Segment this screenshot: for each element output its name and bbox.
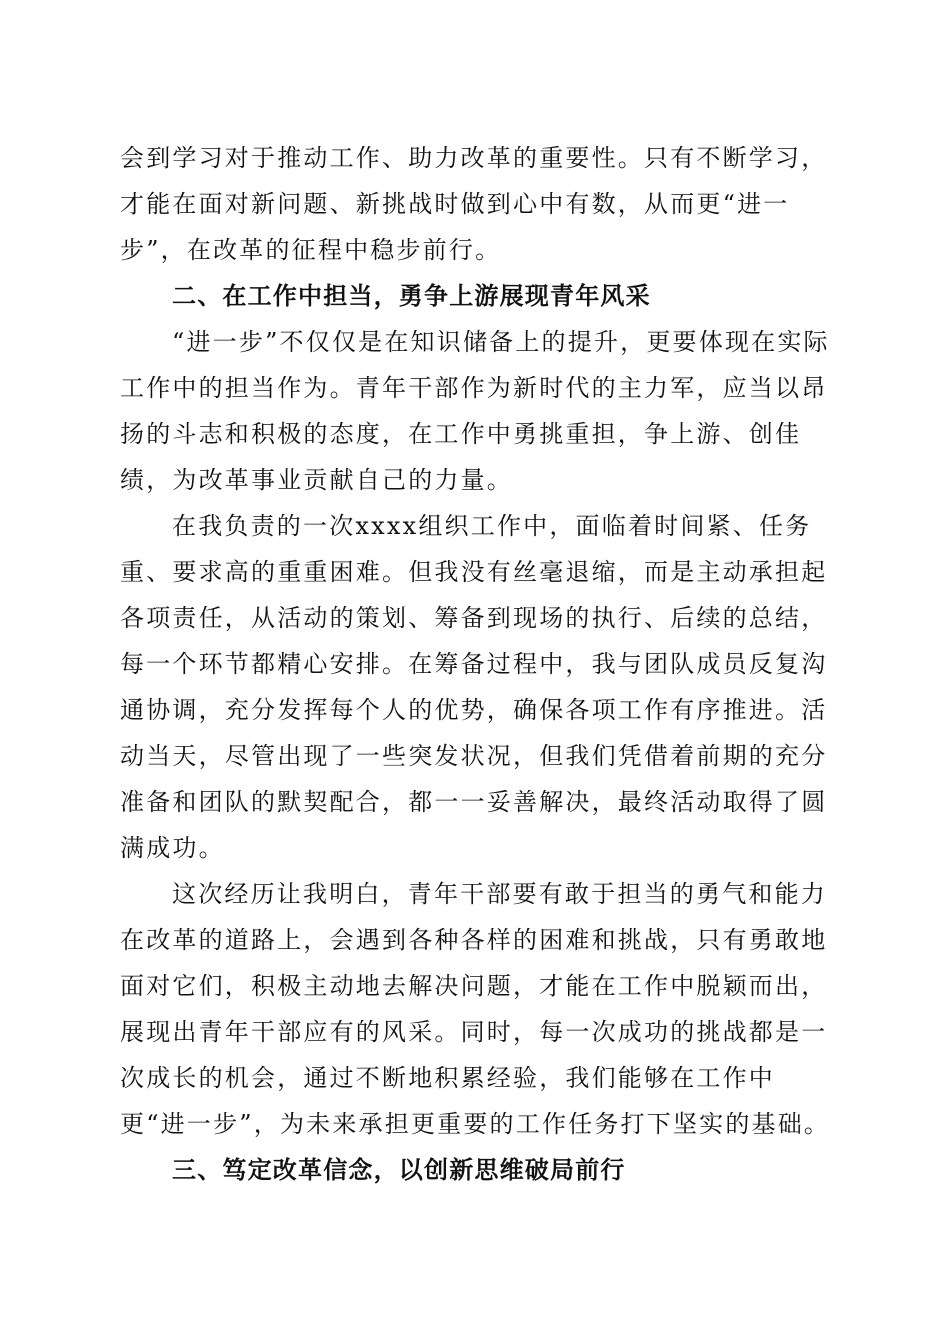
section-2-paragraph-2: 在我负责的一次xxxx组织工作中，面临着时间紧、任务重、要求高的重重困难。但我没有丝毫退缩，而是主动承担起各项责任，从活动的策划、筹备到现场的执行、后续的总结，每一个环节都精心安排。在筹备过程中，我与团队成员反复沟通协调，充分发挥每个人的优势，确保各项工作有序推进。活动当天，尽管出现了一些突发状况，但我们凭借着前期的充分准备和团队的默契配合，都一一妥善解决，最终活动取得了圆满成功。 <box>120 512 828 862</box>
section-2-heading: 二、在工作中担当，勇争上游展现青年风采 <box>172 282 651 310</box>
section-2-paragraph-1: “进一步”不仅仅是在知识储备上的提升，更要体现在实际工作中的担当作为。青年干部作为新时代的主力军，应当以昂扬的斗志和积极的态度，在工作中勇挑重担，争上游、创佳绩，为改革事业贡献自己的力量。 <box>120 328 830 494</box>
continuation-paragraph: 会到学习对于推动工作、助力改革的重要性。只有不断学习，才能在面对新问题、新挑战时做到心中有数，从而更“进一步”，在改革的征程中稳步前行。 <box>120 144 828 264</box>
section-2-paragraph-3: 这次经历让我明白，青年干部要有敢于担当的勇气和能力在改革的道路上，会遇到各种各样的困难和挑战，只有勇敢地面对它们，积极主动地去解决问题，才能在工作中脱颖而出，展现出青年干部应有的风采。同时，每一次成功的挑战都是一次成长的机会，通过不断地积累经验，我们能够在工作中更“进一步”，为未来承担更重要的工作任务打下坚实的基础。 <box>120 880 831 1138</box>
document-body <box>120 135 832 1193</box>
section-3-heading: 三、笃定改革信念，以创新思维破局前行 <box>172 1156 626 1184</box>
